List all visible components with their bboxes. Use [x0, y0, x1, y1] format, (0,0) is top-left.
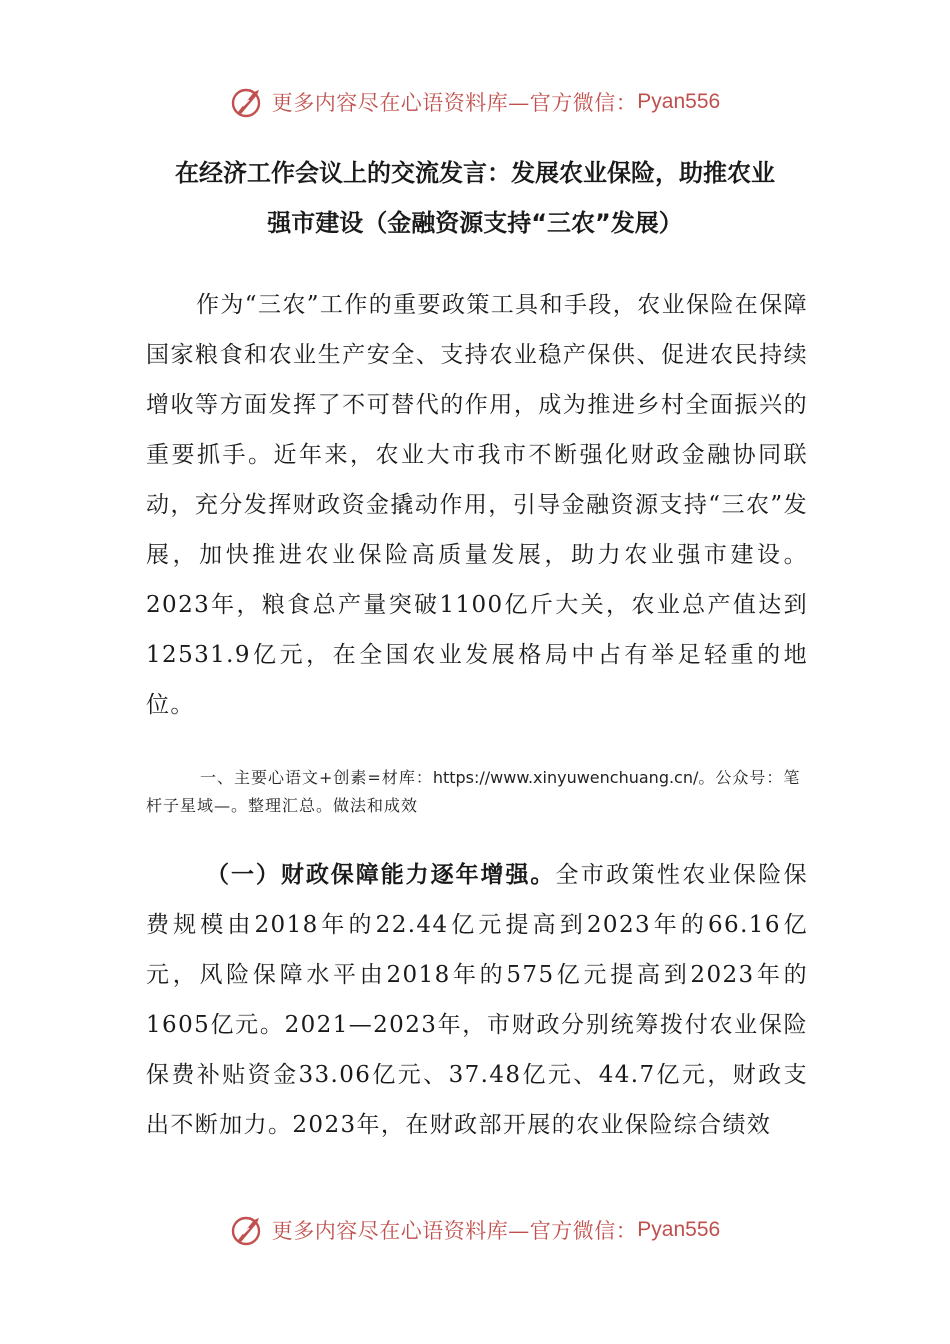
- footer-banner-text: 更多内容尽在心语资料库—官方微信：: [271, 1219, 638, 1243]
- document-title-line2: 强市建设（金融资源支持“三农”发展）: [267, 209, 683, 237]
- source-note-prefix: 一、主要心语文+创素=材库：: [200, 768, 433, 787]
- section-heading: （一）财政保障能力逐年增强。: [206, 862, 556, 888]
- header-banner-text: 更多内容尽在心语资料库—官方微信：: [271, 91, 638, 115]
- header-wechat-id: Pyan556: [637, 90, 721, 113]
- section-paragraph: [146, 850, 808, 1150]
- source-note: [146, 764, 814, 820]
- intro-paragraph: 作为“三农”工作的重要政策工具和手段，农业保险在保障国家粮食和农业生产安全、支持农业稳产保供、促进农民持续增收等方面发挥了不可替代的作用，成为推进乡村全面振兴的重要抓手。近年来，农业大市我市不断强化财政金融协同联动，充分发挥财政资金撬动作用，引导金融资源支持“三农”发展，加快推进农业保险高质量发展，助力农业强市建设。2023年，粮食总产量突破1100亿斤大关，农业总产值达到12531.9亿元，在全国农业发展格局中占有举足轻重的地位。: [146, 292, 808, 718]
- pen-nib-circle-icon: [230, 84, 266, 120]
- footer-banner: [0, 1210, 950, 1250]
- source-note-suffix: 。公众号：笔杆子星域—。整理汇总。做法和成效: [146, 768, 801, 815]
- pen-nib-circle-icon: [230, 1212, 266, 1248]
- footer-wechat-id: Pyan556: [637, 1218, 721, 1241]
- source-url-link[interactable]: https://www.xinyuwenchuang.cn/: [432, 768, 699, 787]
- header-banner: [0, 82, 950, 122]
- section-body: 全市政策性农业保险保费规模由2018年的22.44亿元提高到2023年的66.16亿元，风险保障水平由2018年的575亿元提高到2023年的1605亿元。2021—2023年，市财政分别统筹拨付农业保险保费补贴资金33.06亿元、37.48亿元、44.7亿元，财政支出不断加力。2023年，在财政部开展的农业保险综合绩效: [146, 862, 809, 1138]
- document-title-line1: 在经济工作会议上的交流发言：发展农业保险，助推农业: [175, 159, 775, 187]
